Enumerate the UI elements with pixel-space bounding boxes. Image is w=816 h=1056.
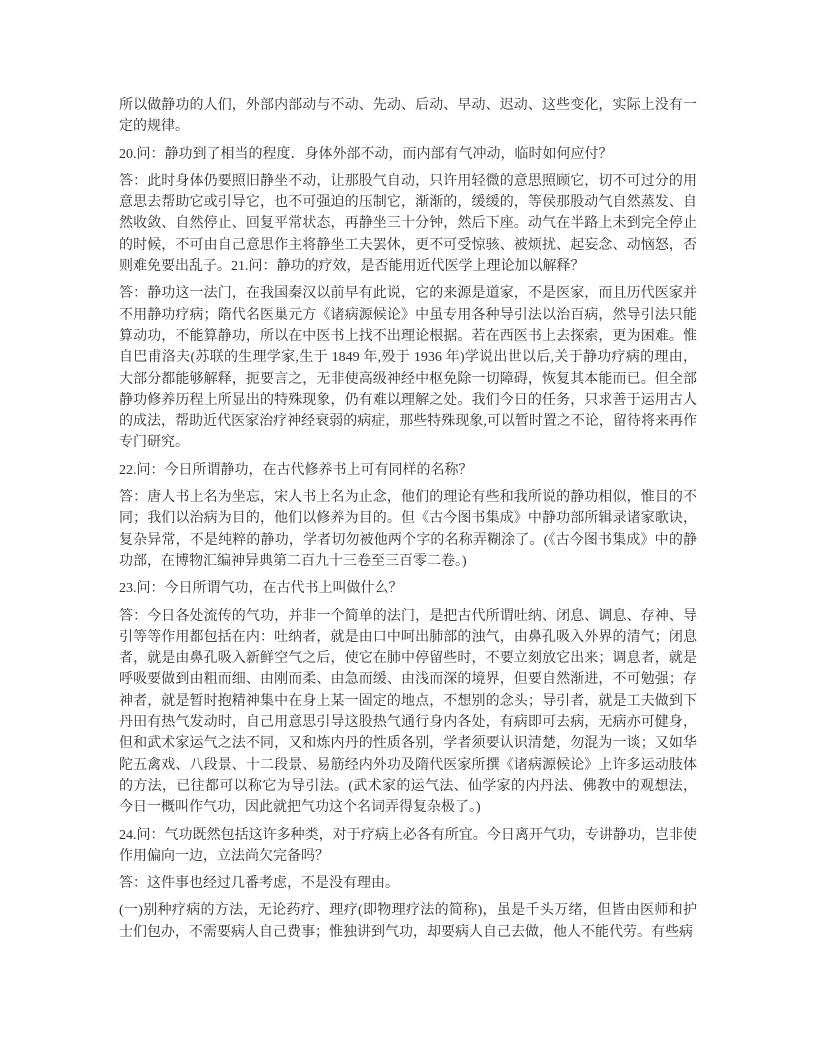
answer-23: 答：今日各处流传的气功，并非一个简单的法门，是把古代所谓吐纳、闭息、调息、存神、导引等等作用都包括在内：吐纳者，就是由口中呵出肺部的浊气，由鼻孔吸入外界的清气；闭息者，就是由鼻孔吸入新鲜空气之后，使它在肺中停留些时，不要立刻放它出来；调息者，就是呼吸要做到由粗而细、由刚而柔、由急而缓、由浅而深的境界，但要自然渐进，不可勉强；存神者，就是暂时抱精神集中在身上某一固定的地点，不想别的念头；导引者，就是工夫做到下丹田有热气发动时，自己用意思引导这股热气通行身内各处，有病即可去病，无病亦可健身，但和武术家运气之法不同，又和炼内丹的性质各别，学者须要认识清楚，勿混为一谈；又如华陀五禽戏、八段景、十二段景、易筋经内外功及隋代医家所撰《诸病源候论》上许多运动肢体的方法，已往都可以称它为导引法。(武术家的运气法、仙学家的内丹法、佛教中的观想法，今日一概叫作气功，因此就把气功这个名词弄得复杂极了。) (119, 608, 697, 816)
question-22: 22.问：今日所谓静功，在古代修养书上可有同样的名称？ (119, 462, 473, 478)
answer-24-intro: 答：这件事也经过几番考虑，不是没有理由。 (119, 876, 399, 892)
page-text-block (119, 95, 697, 949)
answer-20-and-question-21: 答：此时身体仍要照旧静坐不动，让那股气自动，只许用轻微的意思照顾它，切不可过分的用意思去帮助它或引导它，也不可强迫的压制它，渐渐的，缓缓的，等侯那股动气自然蒸发、自然收敛、自然停止、回复平常状态，再静坐三十分钟，然后下座。动气在半路上未到完全停止的时候，不可由自己意思作主将静坐工夫罢休，更不可受惊骇、被烦扰、起妄念、动恼怒，否则难免要出乱子。21.问：静功的疗效，是否能用近代医学上理论加以解释？ (119, 173, 697, 275)
question-23: 23.问：今日所谓气功，在古代书上叫做什么？ (119, 581, 403, 597)
answer-22: 答：唐人书上名为坐忘，宋人书上名为止念，他们的理论有些和我所说的静功相似，惟目的不同；我们以治病为目的，他们以修养为目的。但《古今图书集成》中静功部所辑录诸家歌诀，复杂异常，不是纯粹的静功，学者切勿被他两个字的名称弄糊涂了。(《古今图书集成》中的静功部，在博物汇编神异典第二百九十三卷至三百零二卷。) (119, 490, 697, 569)
body-paragraph: 所以做静功的人们，外部内部动与不动、先动、后动、早动、迟动、这些变化，实际上没有一定的规律。 (119, 98, 697, 135)
answer-24-point-1: (一)别种疗病的方法，无论药疗、理疗(即物理疗法的简称)，虽是千头万绪，但皆由医师和护士们包办，不需要病人自己费事；惟独讲到气功，却要病人自己去做，他人不能代劳。有些病 (119, 903, 697, 940)
question-20: 20.问：静功到了相当的程度．身体外部不动，而内部有气冲动，临时如何应付？ (119, 146, 613, 162)
answer-21: 答：静功这一法门，在我国秦汉以前早有此说，它的来源是道家，不是医家，而且历代医家并不用静功疗病；隋代名医巢元方《诸病源候论》中虽专用各种导引法以治百病，然导引法只能算动功，不能算静功，所以在中医书上找不出理论根据。若在西医书上去探索，更为困难。惟自巴甫洛夫(苏联的生理学家,生于 1849 年,殁于 1936 年)学说出世以后,关于静功疗病的理由，大部分都能够解释，扼要言之，无非使高级神经中枢免除一切障碍，恢复其本能而已。但全部静功修养历程上所显出的特殊现象，仍有难以理解之处。我们今日的任务，只求善于运用古人的成法，帮助近代医家治疗神经衰弱的病症，那些特殊现象,可以暂时置之不论，留待将来再作专门研究。 (119, 286, 697, 451)
question-24: 24.问：气功既然包括这许多种类，对于疗病上必各有所宜。今日离开气功，专讲静功，岂非使作用偏向一边，立法尚欠完备吗？ (119, 827, 697, 864)
